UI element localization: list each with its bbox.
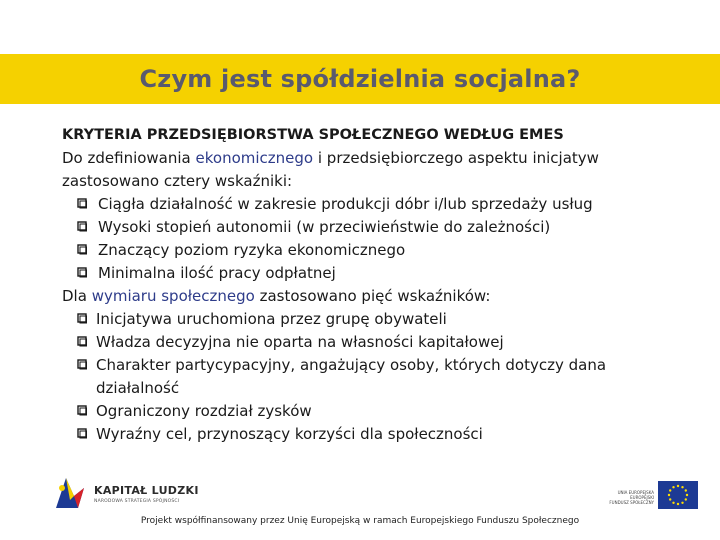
eu-logo-line: EUROPEJSKI (630, 494, 654, 500)
list-item (62, 308, 662, 331)
econ-intro-before: Do zdefiniowania (62, 149, 196, 167)
title-bar (0, 54, 720, 104)
checkbox-bullet-icon (77, 198, 87, 209)
social-intro-after: zastosowano pięć wskaźników: (254, 287, 491, 305)
checkbox-bullet-icon (77, 313, 87, 324)
list-item (62, 239, 662, 262)
social-indicator-text: Ograniczony rozdział zysków (96, 402, 312, 420)
eu-logo-line: UNIA EUROPEJSKA (617, 489, 654, 495)
kapital-ludzki-title: KAPITAŁ LUDZKI (94, 484, 199, 497)
slide-title: Czym jest spółdzielnia socjalna? (139, 65, 581, 93)
checkbox-bullet-icon (77, 428, 87, 439)
econ-indicator-text: Znaczący poziom ryzyka ekonomicznego (98, 241, 406, 259)
list-item (62, 354, 662, 400)
social-indicator-text: Władza decyzyjna nie oparta na własności kapitałowej (96, 333, 504, 351)
social-indicator-list (62, 308, 662, 446)
kapital-ludzki-emblem-icon (52, 474, 88, 514)
econ-indicator-text: Wysoki stopień autonomii (w przeciwieństwie do zależności) (98, 218, 551, 236)
slide-content (62, 124, 662, 446)
list-item (62, 331, 662, 354)
social-intro-highlight: wymiaru społecznego (91, 287, 255, 305)
social-indicator-text: Inicjatywa uruchomiona przez grupę obywateli (96, 310, 447, 328)
list-item (62, 400, 662, 423)
eu-logo-line: FUNDUSZ SPOŁECZNY (609, 499, 654, 505)
econ-intro-after: i przedsiębiorczego aspektu inicjatyw zastosowano cztery wskaźniki: (62, 149, 599, 190)
list-item (62, 193, 662, 216)
econ-indicator-text: Minimalna ilość pracy odpłatnej (98, 264, 336, 282)
checkbox-bullet-icon (77, 221, 87, 232)
checkbox-bullet-icon (77, 267, 87, 278)
econ-indicator-text: Ciągła działalność w zakresie produkcji dóbr i/lub sprzedaży usług (98, 195, 593, 213)
list-item (62, 423, 662, 446)
eu-logo (598, 482, 698, 512)
econ-indicator-list (62, 193, 662, 285)
checkbox-bullet-icon (77, 359, 87, 370)
list-item (62, 262, 662, 285)
econ-intro-highlight: ekonomicznego (195, 149, 314, 167)
kapital-ludzki-logo (52, 474, 202, 514)
checkbox-bullet-icon (77, 336, 87, 347)
content-heading: KRYTERIA PRZEDSIĘBIORSTWA SPOŁECZNEGO WEDŁUG EMES (62, 127, 564, 143)
kapital-ludzki-subtitle: NARODOWA STRATEGIA SPÓJNOŚCI (94, 499, 180, 504)
checkbox-bullet-icon (77, 244, 87, 255)
footer-note: Projekt współfinansowany przez Unię Europejską w ramach Europejskiego Funduszu Społecznego (140, 516, 580, 526)
eu-flag-icon (658, 481, 698, 513)
social-indicator-text: Wyraźny cel, przynoszący korzyści dla społeczności (96, 425, 483, 443)
econ-intro (62, 147, 662, 193)
social-intro (62, 285, 662, 308)
checkbox-bullet-icon (77, 405, 87, 416)
social-intro-before: Dla (62, 287, 92, 305)
list-item (62, 216, 662, 239)
social-indicator-text: Charakter partycypacyjny, angażujący osoby, których dotyczy dana działalność (96, 356, 607, 397)
